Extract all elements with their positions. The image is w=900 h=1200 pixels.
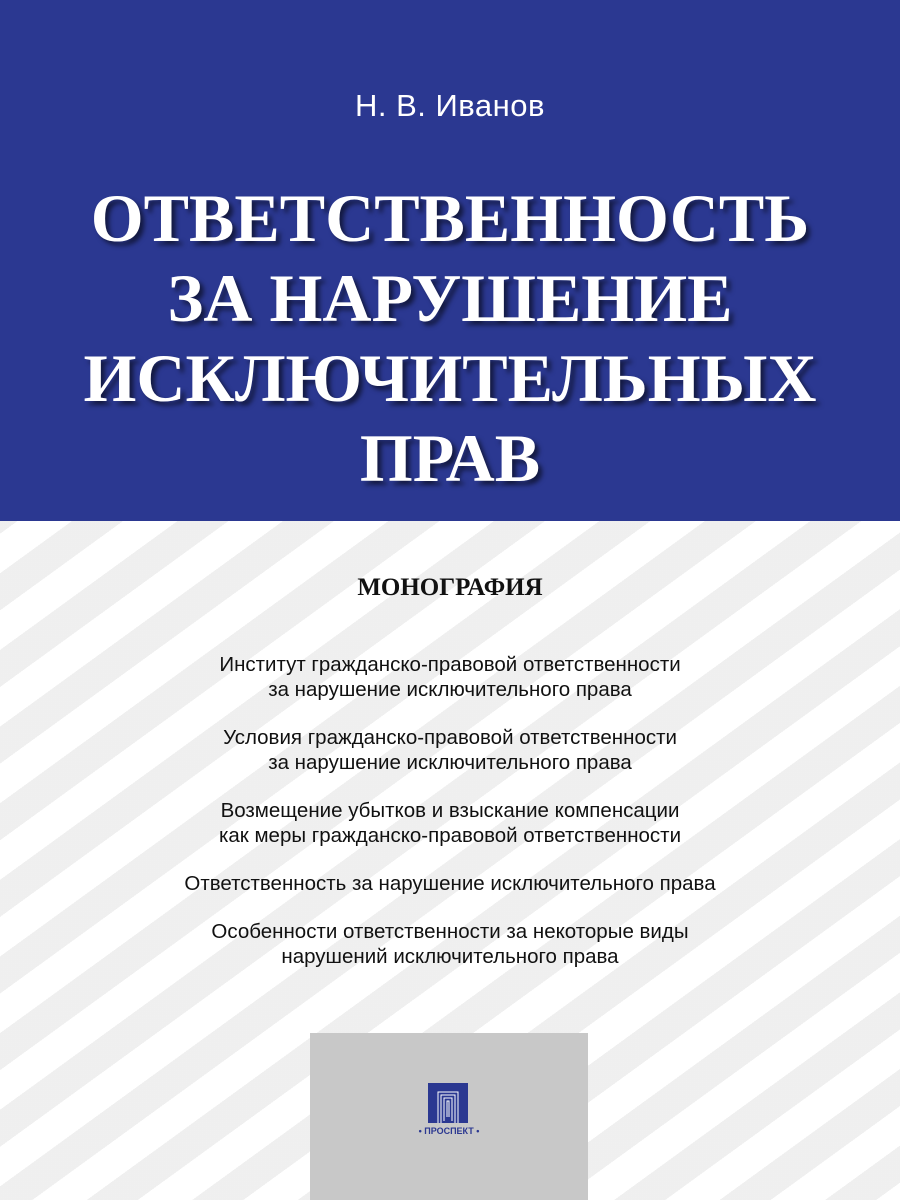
topic-item — [0, 798, 900, 848]
title-line: ИСКЛЮЧИТЕЛЬНЫХ — [83, 340, 817, 416]
author-name: Н. В. Иванов — [355, 88, 545, 123]
topic-line: нарушений исключительного права — [281, 945, 619, 968]
title-line: ЗА НАРУШЕНИЕ — [167, 260, 733, 336]
genre-label: МОНОГРАФИЯ — [357, 574, 543, 601]
book-title — [0, 178, 900, 498]
topic-line: за нарушение исключительного права — [268, 678, 632, 701]
title-line: ОТВЕТСТВЕННОСТЬ — [90, 180, 810, 256]
topic-line: как меры гражданско-правовой ответственности — [218, 824, 682, 847]
topic-item — [0, 871, 900, 896]
topic-line: за нарушение исключительного права — [268, 751, 632, 774]
topic-item — [0, 652, 900, 702]
title-line: ПРАВ — [359, 420, 541, 496]
topic-item — [0, 919, 900, 969]
topic-line: Условия гражданско-правовой ответственности — [223, 726, 677, 749]
topic-line: Институт гражданско-правовой ответственности — [219, 653, 681, 676]
topic-list — [0, 652, 900, 992]
publisher-name: • ПРОСПЕКТ • — [418, 1126, 480, 1136]
topic-line: Возмещение убытков и взыскание компенсации — [220, 799, 680, 822]
publisher-logo-box — [310, 1033, 588, 1200]
topic-line: Ответственность за нарушение исключительного права — [184, 872, 716, 895]
topic-line: Особенности ответственности за некоторые виды — [211, 920, 689, 943]
publisher-logo-icon — [428, 1083, 468, 1123]
cover-header — [0, 0, 900, 521]
topic-item — [0, 725, 900, 775]
